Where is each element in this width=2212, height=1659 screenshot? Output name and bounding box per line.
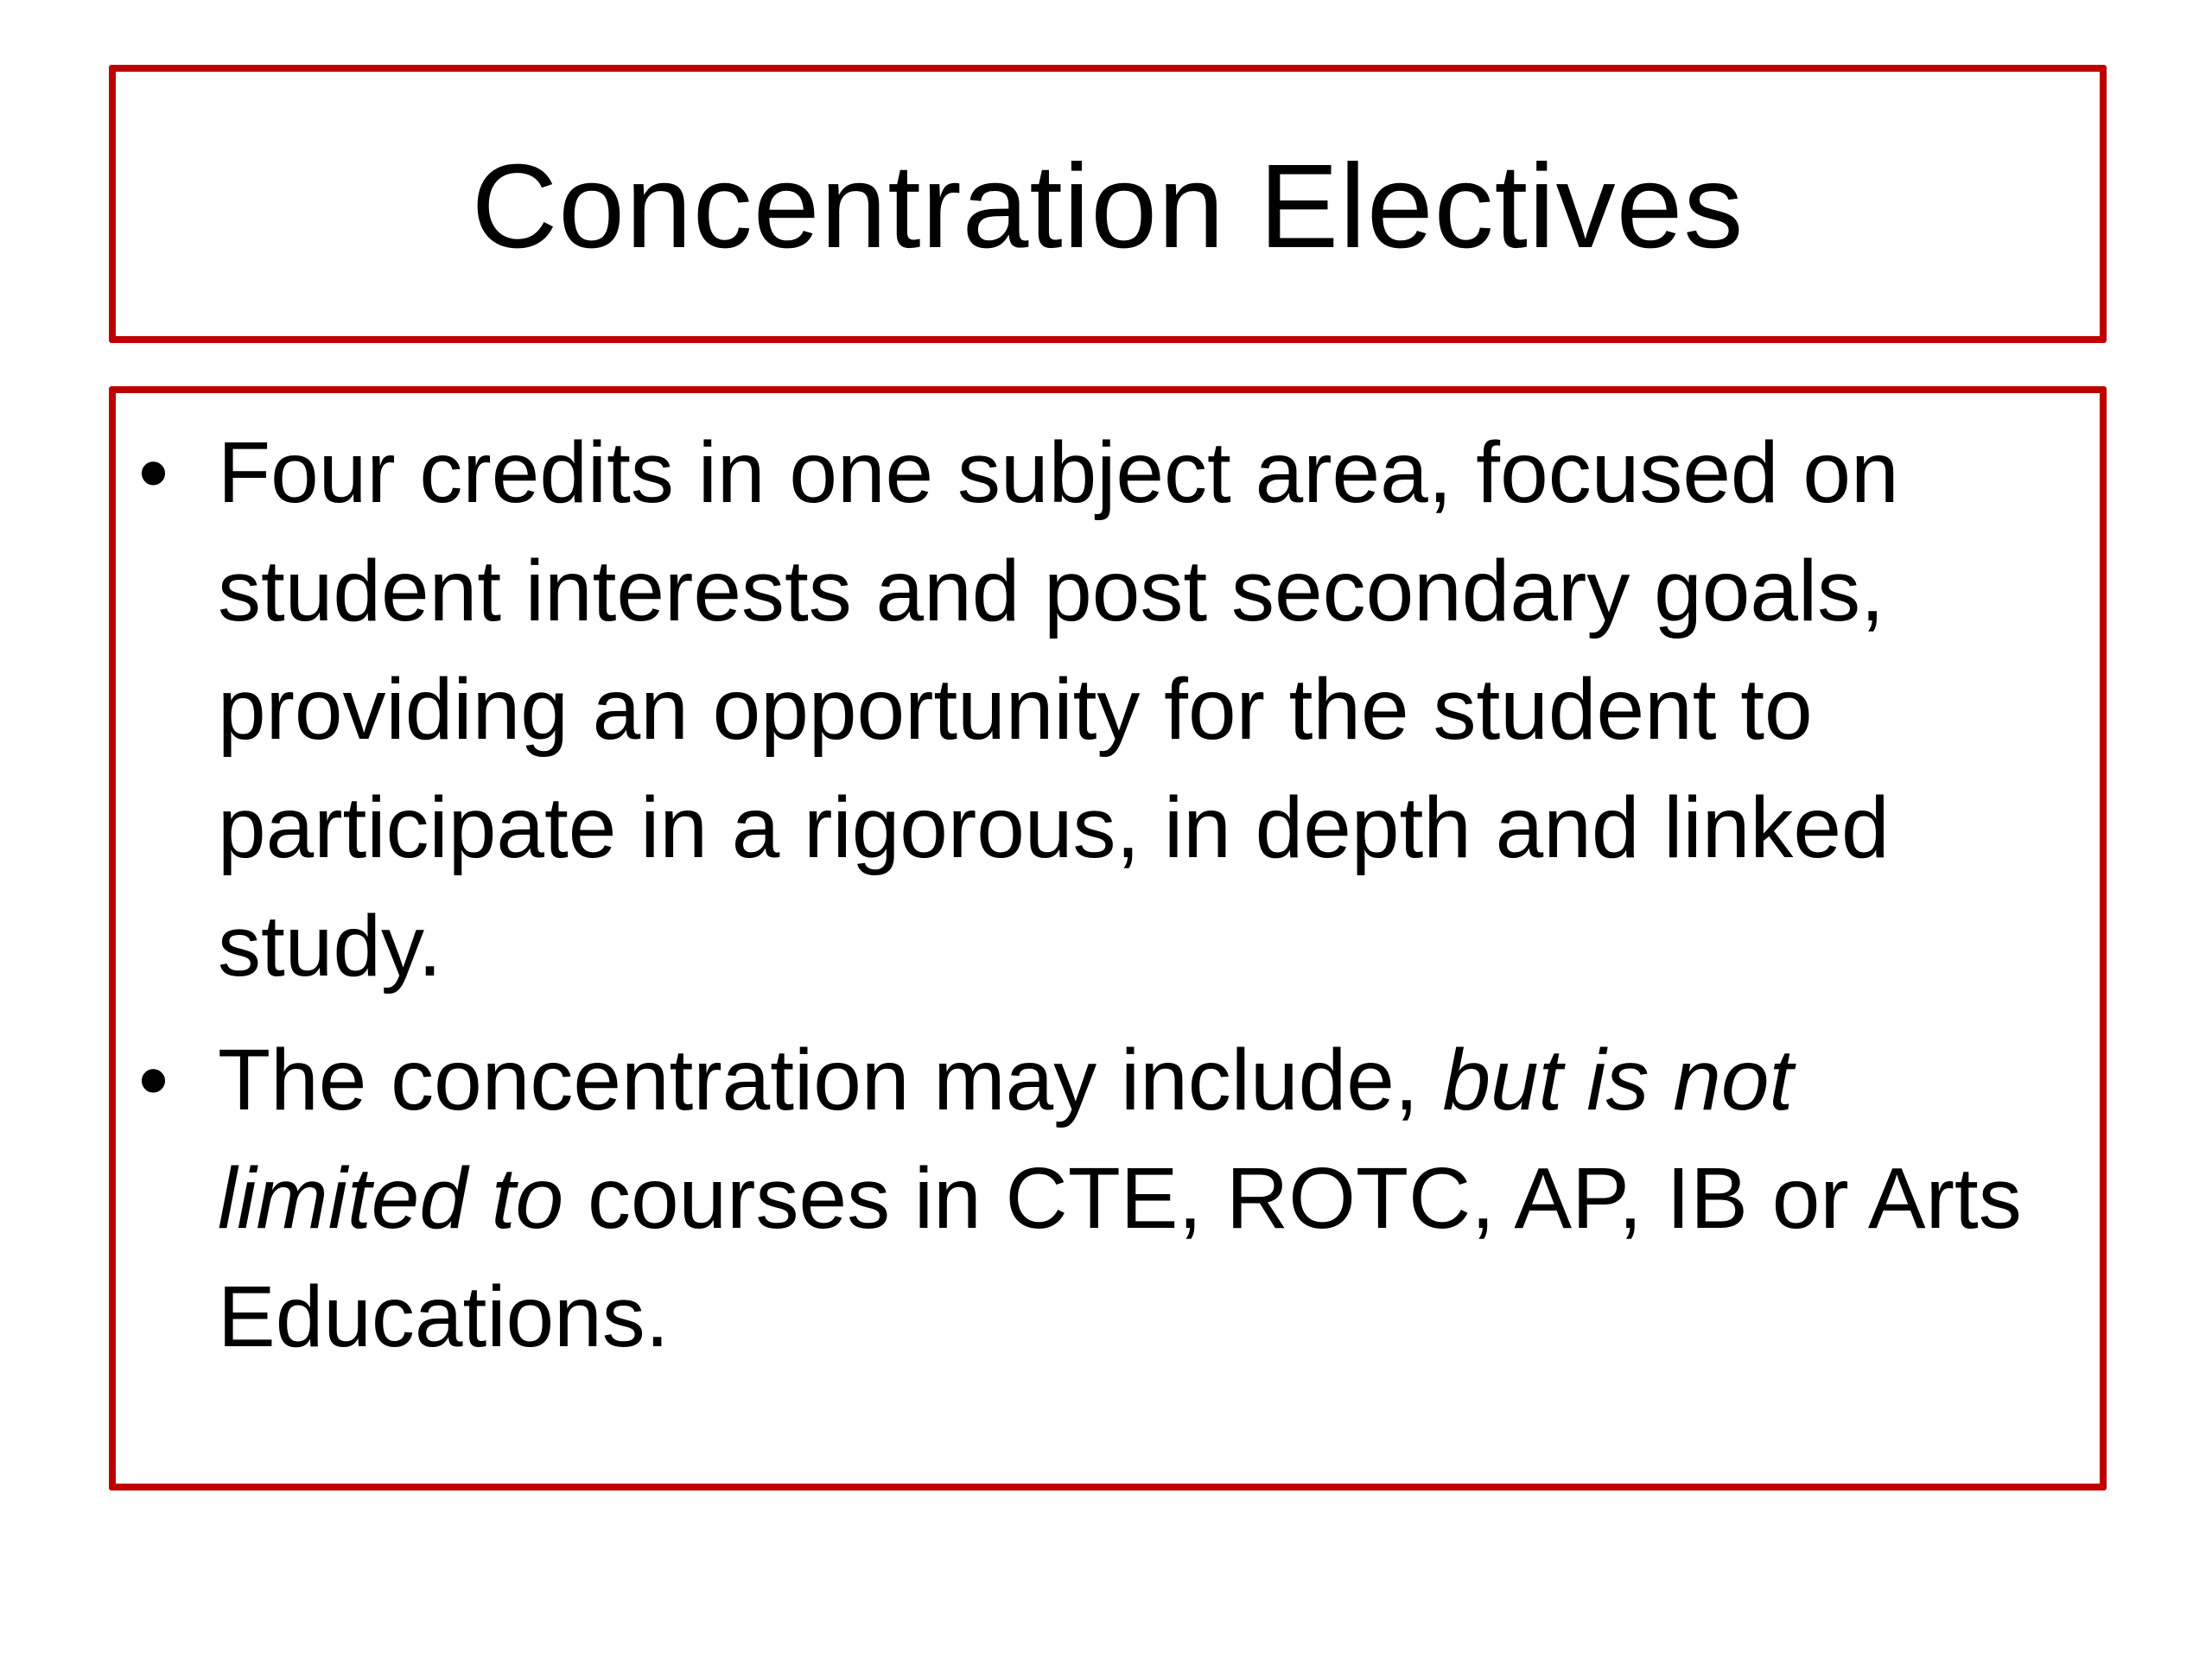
bullet-item-credits	[116, 414, 2100, 1006]
content-box	[109, 386, 2107, 1491]
bullet-dot-icon: •	[138, 424, 169, 521]
bullet-text-part: courses in CTE, ROTC, AP, IB or Arts Educations.	[218, 1150, 2022, 1365]
title-box	[109, 65, 2107, 343]
bullet-text-part: The concentration may include,	[218, 1032, 1443, 1128]
bullet-dot-icon: •	[138, 1032, 169, 1128]
bullet-text: Four credits in one subject area, focused on student interests and post secondary goals, providing an opportunity for the student to participate in a rigorous, in depth and linked study.	[218, 424, 1899, 995]
slide-title: Concentration Electives	[471, 140, 1745, 273]
bullet-item-concentration	[116, 1021, 2100, 1376]
bullet-text-italic: but is not limited to	[218, 1032, 1794, 1247]
bullet-list	[116, 414, 2100, 1392]
